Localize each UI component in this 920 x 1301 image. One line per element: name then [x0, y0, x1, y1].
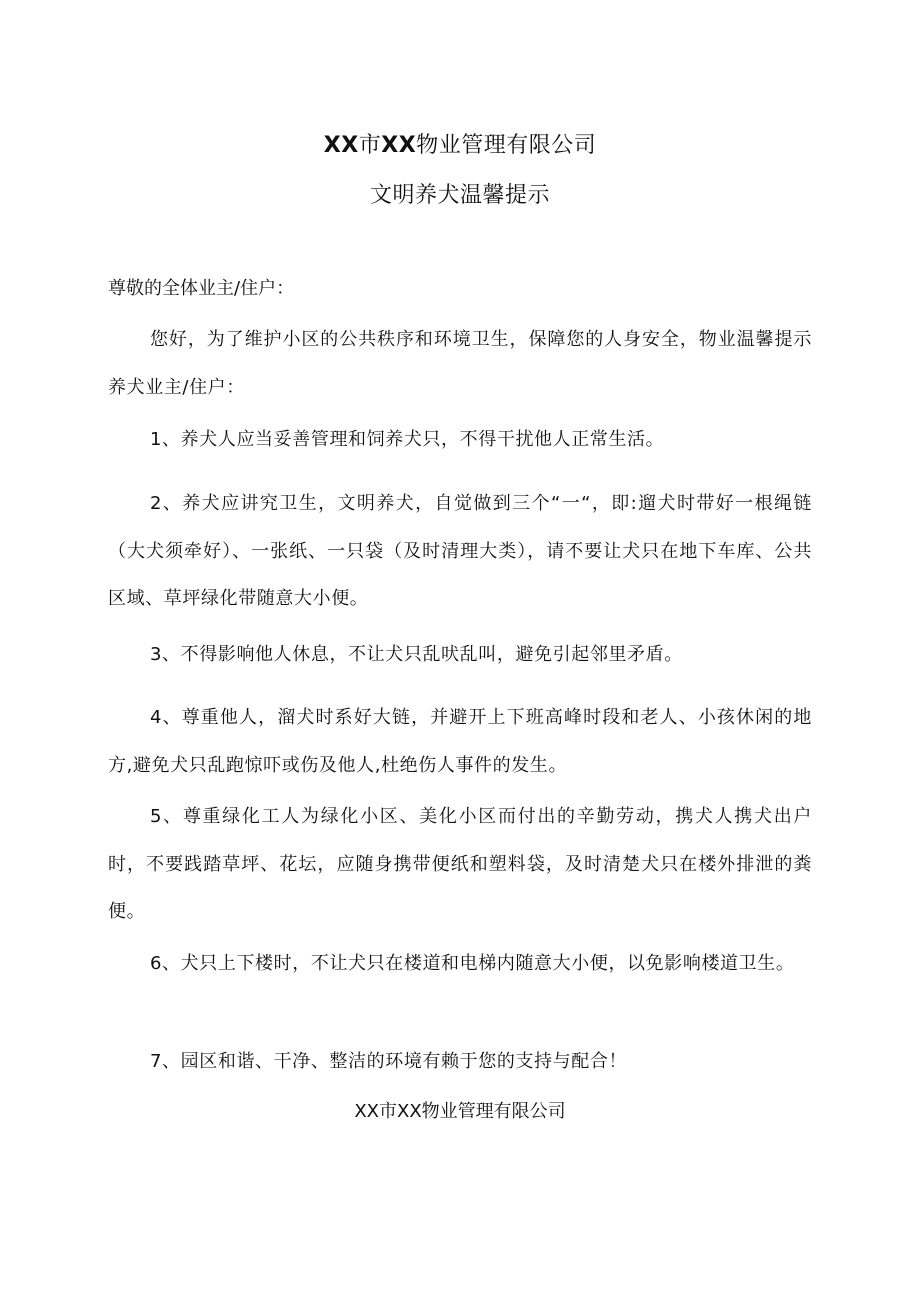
title-prefix-2: XX: [381, 133, 417, 158]
list-item-2: 2、养犬应讲究卫生，文明养犬，自觉做到三个“一“，即:遛犬时带好一根绳链（大犬须牵好）、一张纸、一只袋（及时清理大类），请不要让犬只在地下车库、公共区域、草坪绿化带随意大小便。: [108, 493, 812, 609]
title-rest: 物业管理有限公司: [416, 133, 597, 158]
list-item-3: 3、不得影响他人休息，不让犬只乱吠乱叫，避免引起邻里矛盾。: [150, 644, 683, 665]
list-item-1: 1、养犬人应当妥善管理和饲养犬只，不得干扰他人正常生活。: [150, 429, 665, 450]
signature: XX市XX物业管理有限公司: [354, 1101, 566, 1122]
list-item-7: 7、园区和谐、干净、整洁的环境有赖于您的支持与配合！: [150, 1051, 628, 1072]
company-title: [0, 128, 920, 159]
list-item-4: 4、尊重他人，溜犬时系好大链，并避开上下班高峰时段和老人、小孩休闲的地方,避免犬只乱跑惊吓或伤及他人,杜绝伤人事件的发生。: [108, 707, 812, 776]
title-city: 市: [358, 133, 382, 158]
notice-subtitle: 文明养犬温馨提示: [369, 183, 550, 208]
list-item-5: 5、尊重绿化工人为绿化小区、美化小区而付出的辛勤劳动，携犬人携犬出户时，不要践踏草坪、花坛，应随身携带便纸和塑料袋，及时清楚犬只在楼外排泄的粪便。: [108, 806, 812, 922]
salutation: 尊敬的全体业主/住户：: [108, 278, 295, 299]
intro-paragraph: 您好，为了维护小区的公共秩序和环境卫生，保障您的人身安全，物业温馨提示养犬业主/住户：: [108, 329, 812, 398]
title-prefix-1: XX: [323, 133, 359, 158]
list-item-6: 6、犬只上下楼时，不让犬只在楼道和电梯内随意大小便，以免影响楼道卫生。: [150, 953, 795, 974]
